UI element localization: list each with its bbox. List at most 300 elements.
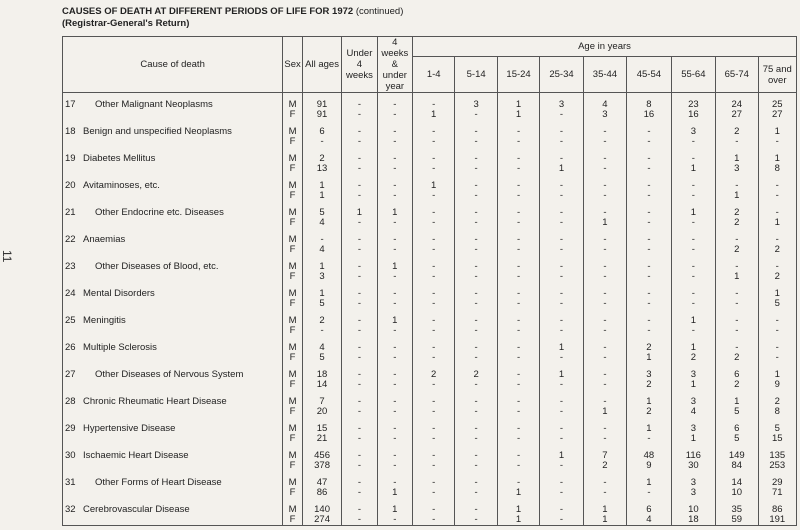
table-row <box>63 380 797 390</box>
value-cell: - <box>671 137 715 147</box>
sex-cell: F <box>283 353 303 363</box>
sex-cell: F <box>283 515 303 526</box>
value-cell: - <box>497 181 539 191</box>
value-cell: 1 <box>497 100 539 110</box>
cause-cell <box>63 505 283 515</box>
value-cell: - <box>671 245 715 255</box>
value-cell: 6 <box>716 370 758 380</box>
sex-cell: M <box>283 478 303 488</box>
value-cell: - <box>540 424 583 434</box>
value-cell: - <box>412 326 454 336</box>
value-cell: - <box>583 299 626 309</box>
value-cell: - <box>412 272 454 282</box>
header-age-in-years: Age in years <box>412 37 796 57</box>
spacer-row <box>63 228 797 235</box>
value-cell: 10 <box>671 505 715 515</box>
value-cell: 2 <box>716 208 758 218</box>
value-cell: - <box>412 154 454 164</box>
spacer-row <box>63 147 797 154</box>
value-cell: - <box>412 137 454 147</box>
value-cell: - <box>455 164 497 174</box>
table-row <box>63 505 797 515</box>
value-cell: 6 <box>627 505 671 515</box>
value-cell: 2 <box>758 397 796 407</box>
value-cell: - <box>716 343 758 353</box>
table-row <box>63 397 797 407</box>
header-age-3: 25-34 <box>540 57 583 93</box>
value-cell: - <box>627 299 671 309</box>
value-cell: 3 <box>671 478 715 488</box>
header-sex: Sex <box>283 37 303 93</box>
value-cell: - <box>377 127 412 137</box>
cause-number: 25 <box>65 315 76 326</box>
value-cell: - <box>627 137 671 147</box>
value-cell: - <box>497 154 539 164</box>
table-row <box>63 181 797 191</box>
value-cell: - <box>497 424 539 434</box>
value-cell: - <box>758 326 796 336</box>
sex-cell: M <box>283 100 303 110</box>
spacer-row <box>63 282 797 289</box>
value-cell: - <box>455 262 497 272</box>
value-cell: 1 <box>583 218 626 228</box>
value-cell: - <box>455 154 497 164</box>
value-cell: 1 <box>716 191 758 201</box>
value-cell: - <box>455 110 497 120</box>
value-cell: - <box>583 289 626 299</box>
value-cell: 1 <box>302 289 341 299</box>
sex-cell: F <box>283 299 303 309</box>
value-cell: - <box>758 316 796 326</box>
value-cell: 8 <box>758 164 796 174</box>
value-cell: 1 <box>627 478 671 488</box>
sex-cell: M <box>283 343 303 353</box>
value-cell: - <box>583 154 626 164</box>
cause-cell <box>63 407 283 417</box>
value-cell: 30 <box>671 461 715 471</box>
value-cell: - <box>758 191 796 201</box>
value-cell: - <box>342 289 377 299</box>
value-cell: - <box>455 137 497 147</box>
value-cell: - <box>758 137 796 147</box>
header-all-ages: All ages <box>302 37 341 93</box>
value-cell: - <box>716 316 758 326</box>
cause-cell <box>63 272 283 282</box>
value-cell: - <box>455 461 497 471</box>
value-cell: 1 <box>671 434 715 444</box>
value-cell: 1 <box>758 370 796 380</box>
value-cell: - <box>671 272 715 282</box>
cause-cell <box>63 164 283 174</box>
value-cell: 10 <box>716 488 758 498</box>
value-cell: - <box>412 208 454 218</box>
value-cell: - <box>342 353 377 363</box>
cause-number: 22 <box>65 234 76 245</box>
continued-label: (continued) <box>355 6 404 17</box>
value-cell: - <box>377 434 412 444</box>
value-cell: - <box>627 488 671 498</box>
value-cell: 1 <box>671 380 715 390</box>
value-cell: 2 <box>627 407 671 417</box>
value-cell: - <box>583 370 626 380</box>
sex-cell: F <box>283 407 303 417</box>
value-cell: 3 <box>671 488 715 498</box>
value-cell: 5 <box>302 353 341 363</box>
value-cell: - <box>455 424 497 434</box>
cause-cell <box>63 343 283 353</box>
value-cell: 9 <box>758 380 796 390</box>
cause-cell <box>63 353 283 363</box>
value-cell: 1 <box>758 154 796 164</box>
cause-cell <box>63 235 283 245</box>
value-cell: 253 <box>758 461 796 471</box>
value-cell: - <box>412 407 454 417</box>
value-cell: - <box>716 137 758 147</box>
value-cell: - <box>540 272 583 282</box>
value-cell: - <box>377 461 412 471</box>
value-cell: 1 <box>497 505 539 515</box>
value-cell: - <box>342 478 377 488</box>
value-cell: - <box>455 181 497 191</box>
header-age-0: 1-4 <box>412 57 454 93</box>
value-cell: 5 <box>716 434 758 444</box>
table-row <box>63 100 797 110</box>
value-cell: 3 <box>671 397 715 407</box>
value-cell: 1 <box>377 488 412 498</box>
value-cell: 1 <box>671 208 715 218</box>
value-cell: - <box>583 380 626 390</box>
value-cell: - <box>412 380 454 390</box>
value-cell: - <box>412 245 454 255</box>
value-cell: - <box>342 407 377 417</box>
sex-cell: F <box>283 380 303 390</box>
value-cell: 18 <box>671 515 715 526</box>
value-cell: - <box>302 235 341 245</box>
value-cell: - <box>583 245 626 255</box>
cause-cell <box>63 515 283 526</box>
value-cell: 116 <box>671 451 715 461</box>
value-cell: 1 <box>540 370 583 380</box>
cause-name: Avitaminoses, etc. <box>83 180 160 191</box>
value-cell: 1 <box>758 218 796 228</box>
value-cell: - <box>412 353 454 363</box>
cause-cell <box>63 262 283 272</box>
cause-number: 28 <box>65 396 76 407</box>
header-age-5: 45-54 <box>627 57 671 93</box>
value-cell: 4 <box>302 218 341 228</box>
value-cell: 1 <box>671 316 715 326</box>
value-cell: - <box>497 164 539 174</box>
value-cell: 1 <box>540 451 583 461</box>
cause-number: 17 <box>65 99 76 110</box>
value-cell: - <box>455 218 497 228</box>
value-cell: - <box>342 316 377 326</box>
cause-cell <box>63 137 283 147</box>
value-cell: 24 <box>716 100 758 110</box>
table-row <box>63 370 797 380</box>
value-cell: 8 <box>627 100 671 110</box>
cause-cell <box>63 154 283 164</box>
table-row <box>63 208 797 218</box>
table-row <box>63 316 797 326</box>
value-cell: - <box>455 245 497 255</box>
value-cell: 71 <box>758 488 796 498</box>
value-cell: 2 <box>716 353 758 363</box>
cause-number: 19 <box>65 153 76 164</box>
value-cell: - <box>716 181 758 191</box>
table-row <box>63 407 797 417</box>
value-cell: 86 <box>758 505 796 515</box>
value-cell: - <box>671 262 715 272</box>
value-cell: - <box>377 164 412 174</box>
value-cell: - <box>412 235 454 245</box>
value-cell: 8 <box>758 407 796 417</box>
cause-cell <box>63 100 283 110</box>
table-row <box>63 235 797 245</box>
value-cell: - <box>497 137 539 147</box>
value-cell: 91 <box>302 110 341 120</box>
value-cell: - <box>412 289 454 299</box>
value-cell: - <box>377 353 412 363</box>
value-cell: - <box>377 110 412 120</box>
value-cell: - <box>540 110 583 120</box>
value-cell: - <box>497 235 539 245</box>
value-cell: - <box>342 461 377 471</box>
value-cell: - <box>540 208 583 218</box>
table-row <box>63 272 797 282</box>
table-row <box>63 191 797 201</box>
sex-cell: F <box>283 218 303 228</box>
cause-name: Benign and unspecified Neoplasms <box>83 126 232 137</box>
value-cell: - <box>342 451 377 461</box>
value-cell: - <box>412 488 454 498</box>
value-cell: - <box>627 235 671 245</box>
sex-cell: M <box>283 181 303 191</box>
value-cell: - <box>377 272 412 282</box>
value-cell: 3 <box>671 424 715 434</box>
value-cell: - <box>455 488 497 498</box>
value-cell: - <box>342 262 377 272</box>
cause-name: Hypertensive Disease <box>83 423 176 434</box>
sex-cell: M <box>283 235 303 245</box>
value-cell: - <box>412 262 454 272</box>
cause-number: 20 <box>65 180 76 191</box>
value-cell: 3 <box>302 272 341 282</box>
title-text: CAUSES OF DEATH AT DIFFERENT PERIODS OF LIFE FOR 1972 <box>62 6 354 17</box>
table-row <box>63 326 797 336</box>
causes-of-death-table <box>62 36 797 526</box>
value-cell: - <box>540 407 583 417</box>
table-row <box>63 289 797 299</box>
cause-number: 23 <box>65 261 76 272</box>
table-row <box>63 245 797 255</box>
value-cell: 21 <box>302 434 341 444</box>
value-cell: 14 <box>302 380 341 390</box>
value-cell: 1 <box>412 110 454 120</box>
value-cell: - <box>583 397 626 407</box>
value-cell: - <box>540 191 583 201</box>
value-cell: 456 <box>302 451 341 461</box>
cause-number: 21 <box>65 207 76 218</box>
value-cell: - <box>412 164 454 174</box>
value-cell: - <box>412 515 454 526</box>
value-cell: 84 <box>716 461 758 471</box>
value-cell: - <box>497 272 539 282</box>
value-cell: - <box>671 181 715 191</box>
sex-cell: M <box>283 262 303 272</box>
header-age-6: 55-64 <box>671 57 715 93</box>
cause-name: Other Malignant Neoplasms <box>95 99 213 110</box>
header-under-4-weeks: Under 4 weeks <box>342 37 377 93</box>
value-cell: - <box>342 100 377 110</box>
value-cell: - <box>342 488 377 498</box>
cause-number: 31 <box>65 477 76 488</box>
table-row <box>63 218 797 228</box>
value-cell: - <box>377 289 412 299</box>
header-age-4: 35-44 <box>583 57 626 93</box>
value-cell: - <box>583 478 626 488</box>
value-cell: 9 <box>627 461 671 471</box>
table-row <box>63 154 797 164</box>
value-cell: 2 <box>302 154 341 164</box>
value-cell: - <box>342 235 377 245</box>
cause-name: Other Endocrine etc. Diseases <box>95 207 224 218</box>
sex-cell: M <box>283 451 303 461</box>
value-cell: 1 <box>627 424 671 434</box>
value-cell: - <box>627 208 671 218</box>
value-cell: - <box>497 208 539 218</box>
value-cell: - <box>342 110 377 120</box>
value-cell: 1 <box>716 272 758 282</box>
value-cell: 48 <box>627 451 671 461</box>
value-cell: - <box>497 218 539 228</box>
value-cell: - <box>497 316 539 326</box>
value-cell: - <box>583 326 626 336</box>
value-cell: - <box>497 461 539 471</box>
source-note: (Registrar-General's Return) <box>62 18 190 29</box>
value-cell: - <box>583 191 626 201</box>
value-cell: - <box>342 515 377 526</box>
cause-cell <box>63 434 283 444</box>
value-cell: - <box>455 316 497 326</box>
value-cell: - <box>455 208 497 218</box>
value-cell: - <box>497 191 539 201</box>
value-cell: - <box>455 434 497 444</box>
value-cell: - <box>497 326 539 336</box>
value-cell: 1 <box>583 505 626 515</box>
value-cell: 15 <box>302 424 341 434</box>
value-cell: - <box>455 515 497 526</box>
value-cell: - <box>716 262 758 272</box>
cause-cell <box>63 289 283 299</box>
value-cell: 2 <box>716 380 758 390</box>
value-cell: - <box>497 397 539 407</box>
header-age-8: 75 and over <box>758 57 796 93</box>
value-cell: 86 <box>302 488 341 498</box>
value-cell: - <box>540 380 583 390</box>
sex-cell: M <box>283 316 303 326</box>
cause-cell <box>63 451 283 461</box>
value-cell: 1 <box>716 154 758 164</box>
value-cell: 1 <box>627 353 671 363</box>
value-cell: - <box>540 218 583 228</box>
value-cell: - <box>671 154 715 164</box>
value-cell: - <box>540 397 583 407</box>
value-cell: - <box>342 218 377 228</box>
sex-cell: M <box>283 505 303 515</box>
value-cell: - <box>540 326 583 336</box>
spacer-row <box>63 174 797 181</box>
table-row <box>63 164 797 174</box>
value-cell: - <box>583 434 626 444</box>
value-cell: - <box>342 505 377 515</box>
value-cell: - <box>342 127 377 137</box>
table-row <box>63 451 797 461</box>
cause-cell <box>63 245 283 255</box>
value-cell: - <box>627 272 671 282</box>
value-cell: - <box>627 316 671 326</box>
value-cell: - <box>540 181 583 191</box>
table-row <box>63 353 797 363</box>
sex-cell: M <box>283 424 303 434</box>
table-row <box>63 110 797 120</box>
cause-number: 24 <box>65 288 76 299</box>
value-cell: 3 <box>540 100 583 110</box>
value-cell: - <box>342 424 377 434</box>
table-row <box>63 343 797 353</box>
value-cell: 1 <box>497 110 539 120</box>
spacer-row <box>63 336 797 343</box>
value-cell: 27 <box>758 110 796 120</box>
value-cell: - <box>455 397 497 407</box>
value-cell: - <box>377 424 412 434</box>
table-row <box>63 461 797 471</box>
value-cell: 91 <box>302 100 341 110</box>
header-age-2: 15-24 <box>497 57 539 93</box>
value-cell: - <box>412 461 454 471</box>
value-cell: - <box>497 370 539 380</box>
table-title <box>62 6 403 18</box>
value-cell: - <box>412 316 454 326</box>
value-cell: 35 <box>716 505 758 515</box>
value-cell: - <box>455 299 497 309</box>
cause-cell <box>63 127 283 137</box>
cause-cell <box>63 478 283 488</box>
value-cell: - <box>627 262 671 272</box>
value-cell: 5 <box>302 208 341 218</box>
value-cell: - <box>497 353 539 363</box>
value-cell: 5 <box>716 407 758 417</box>
value-cell: - <box>342 380 377 390</box>
value-cell: 2 <box>758 272 796 282</box>
value-cell: - <box>583 208 626 218</box>
value-cell: - <box>540 461 583 471</box>
value-cell: 1 <box>716 397 758 407</box>
value-cell: 140 <box>302 505 341 515</box>
value-cell: - <box>455 343 497 353</box>
value-cell: 13 <box>302 164 341 174</box>
value-cell: - <box>671 326 715 336</box>
value-cell: - <box>583 235 626 245</box>
sex-cell: F <box>283 461 303 471</box>
value-cell: 7 <box>302 397 341 407</box>
cause-cell <box>63 326 283 336</box>
cause-cell <box>63 316 283 326</box>
value-cell: 3 <box>671 370 715 380</box>
cause-name: Other Diseases of Blood, etc. <box>95 261 219 272</box>
value-cell: 5 <box>758 299 796 309</box>
value-cell: - <box>377 137 412 147</box>
